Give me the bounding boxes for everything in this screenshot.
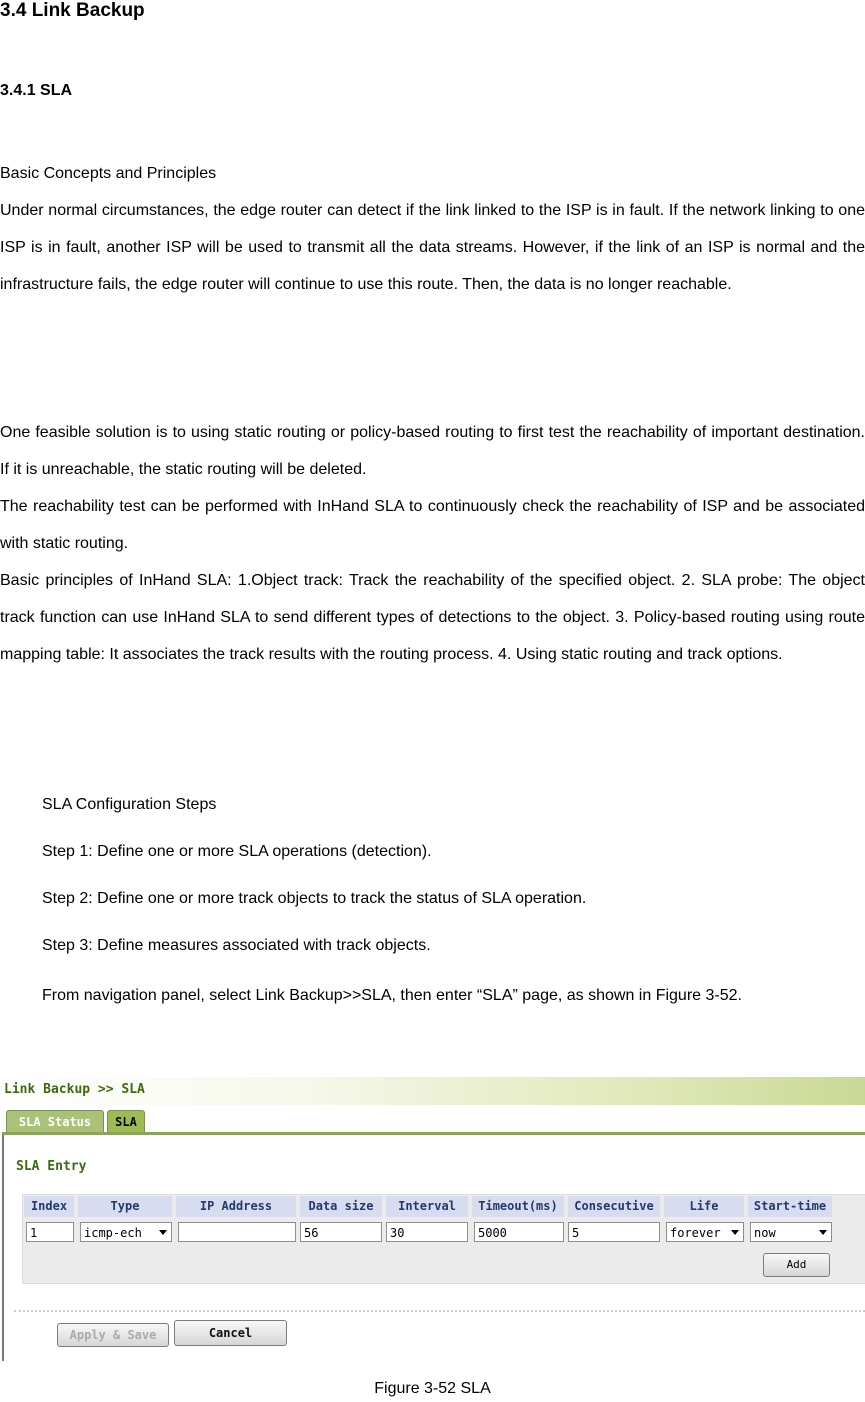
start-time-select-value: now — [754, 1226, 776, 1240]
figure-breadcrumb: Link Backup >> SLA — [4, 1082, 145, 1097]
subsection-heading: 3.4.1 SLA — [0, 82, 73, 99]
chevron-down-icon — [731, 1230, 739, 1235]
step-1: Step 1: Define one or more SLA operations (detection). — [42, 843, 432, 860]
column-header-start-time: Start-time — [748, 1196, 832, 1217]
figure-header-bar — [0, 1077, 865, 1105]
ip-address-input[interactable] — [178, 1222, 296, 1242]
sla-figure — [0, 1077, 865, 1361]
column-header-index: Index — [24, 1196, 74, 1217]
interval-input[interactable]: 30 — [386, 1222, 468, 1242]
add-button[interactable]: Add — [763, 1253, 830, 1277]
column-header-life: Life — [664, 1196, 744, 1217]
cancel-button[interactable]: Cancel — [174, 1320, 287, 1346]
figure-caption: Figure 3-52 SLA — [374, 1380, 491, 1397]
chevron-down-icon — [159, 1230, 167, 1235]
sla-entry-title: SLA Entry — [16, 1159, 87, 1174]
column-header-ip-address: IP Address — [176, 1196, 296, 1217]
dotted-divider — [14, 1310, 865, 1312]
type-select-value: icmp-ech — [84, 1226, 142, 1240]
type-select[interactable] — [80, 1222, 172, 1242]
timeout-input[interactable]: 5000 — [474, 1222, 564, 1242]
step-3: Step 3: Define measures associated with track objects. — [42, 937, 431, 954]
navigation-paragraph: From navigation panel, select Link Backup>>SLA, then enter “SLA” page, as shown in Figure 3-52. — [42, 987, 742, 1004]
column-header-timeout: Timeout(ms) — [472, 1196, 564, 1217]
chevron-down-icon — [819, 1230, 827, 1235]
column-header-data-size: Data size — [300, 1196, 382, 1217]
column-header-consecutive: Consecutive — [568, 1196, 660, 1217]
section-heading: 3.4 Link Backup — [0, 0, 145, 21]
apply-save-button[interactable]: Apply & Save — [57, 1323, 169, 1347]
paragraph-2: One feasible solution is to using static routing or policy-based routing to first test the reachability of important destination. If it is unreachable, the static routing will be deleted. — [0, 424, 865, 478]
steps-title: SLA Configuration Steps — [42, 796, 217, 813]
tab-sla[interactable]: SLA — [107, 1110, 145, 1133]
start-time-select[interactable] — [750, 1222, 832, 1242]
step-2: Step 2: Define one or more track objects to track the status of SLA operation. — [42, 890, 587, 907]
column-header-type: Type — [78, 1196, 172, 1217]
data-size-input[interactable]: 56 — [300, 1222, 382, 1242]
tab-sla-status[interactable]: SLA Status — [6, 1110, 104, 1133]
paragraph-1: Under normal circumstances, the edge router can detect if the link linked to the ISP is in fault. If the network linking to one ISP is in fault, another ISP will be used to transmit all the data streams. However, if the link of an ISP is normal and the infrastructure fails, the edge router will continue to use this route. Then, the data is no longer reachable. — [0, 202, 865, 293]
column-header-interval: Interval — [386, 1196, 468, 1217]
life-select-value: forever — [670, 1226, 721, 1240]
consecutive-input[interactable]: 5 — [568, 1222, 660, 1242]
index-input[interactable]: 1 — [26, 1222, 74, 1242]
life-select[interactable] — [666, 1222, 744, 1242]
paragraph-4: Basic principles of InHand SLA: 1.Object track: Track the reachability of the specified object. 2. SLA probe: The object track function can use InHand SLA to send different types of detections to the object. 3. Policy-based routing using route mapping table: It associates the track results with the routing process. 4. Using static routing and track options. — [0, 572, 865, 663]
paragraph-3: The reachability test can be performed with InHand SLA to continuously check the reachability of ISP and be associated with static routing. — [0, 498, 865, 552]
concepts-subheading: Basic Concepts and Principles — [0, 165, 217, 182]
